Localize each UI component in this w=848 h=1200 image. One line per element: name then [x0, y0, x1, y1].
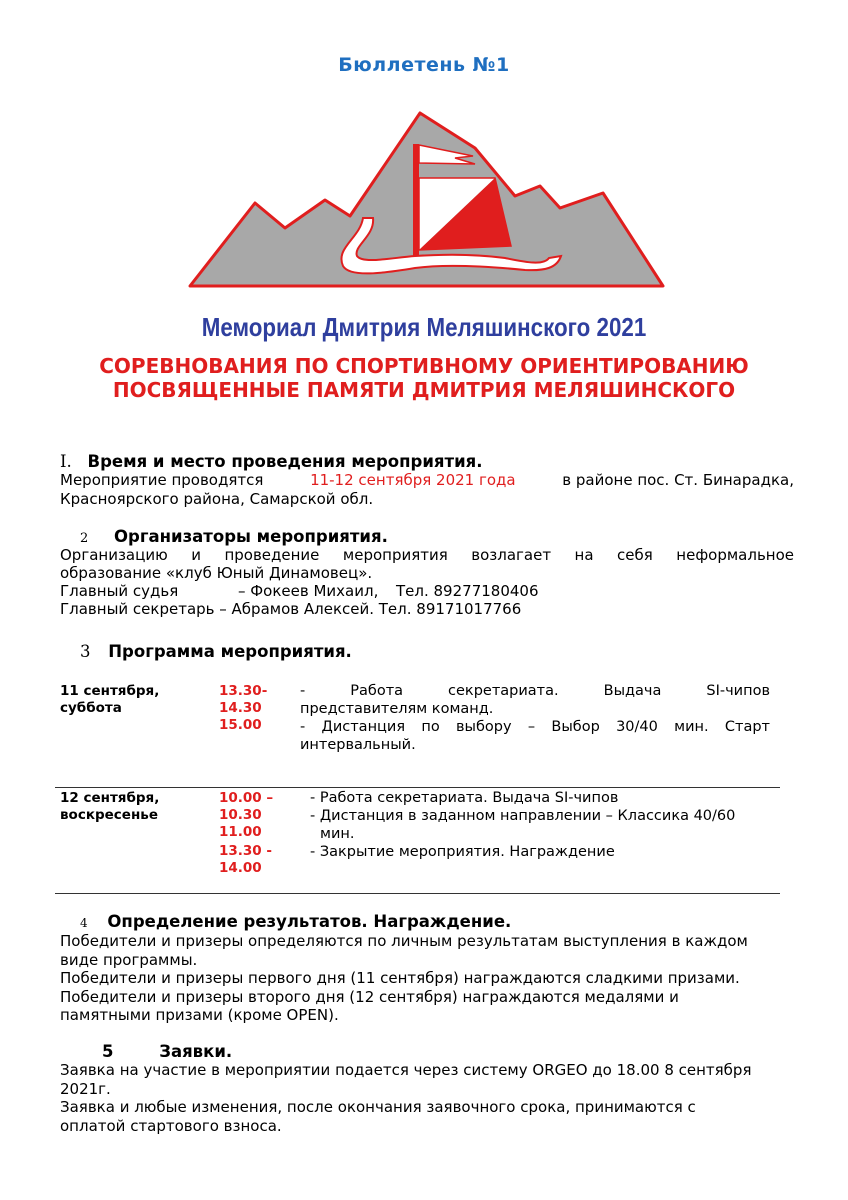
section2-line2: образование «клуб Юный Динамовец». — [60, 564, 373, 582]
day2-time1: 10.00 – — [219, 790, 274, 806]
section5-number: 5 — [102, 1042, 114, 1061]
chief-secretary: Главный секретарь – Абрамов Алексей. Тел. 89171017766 — [60, 600, 522, 618]
day2-time3: 11.00 — [219, 824, 262, 840]
day1-date — [60, 683, 159, 717]
section1-heading — [60, 452, 483, 471]
day1-item1a: - Работа секретариата. Выдача SI-чипов — [300, 683, 770, 699]
day1-item1b: представителям команд. — [300, 701, 494, 717]
day2-time5: 14.00 — [219, 860, 262, 876]
day2-program — [310, 789, 770, 861]
memorial-title: Мемориал Дмитрия Меляшинского 2021 — [201, 312, 647, 342]
section1-line2: Красноярского района, Самарской обл. — [60, 490, 374, 508]
section2-number: 2 — [80, 531, 89, 546]
day2-time2: 10.30 — [219, 807, 262, 823]
day2-times — [219, 790, 273, 877]
section1-post: в районе пос. Ст. Бинарадка, — [562, 471, 794, 489]
section4-line1: Победители и призеры определяются по личным результатам выступления в каждом — [60, 932, 748, 950]
section5-line4: оплатой стартового взноса. — [60, 1116, 282, 1135]
table-bottom-border — [55, 893, 780, 894]
section5-heading — [60, 1042, 232, 1061]
section3-title: Программа мероприятия. — [108, 642, 352, 661]
section1-title: Время и место проведения мероприятия. — [87, 452, 483, 471]
section1-pre: Мероприятие проводятся — [60, 471, 264, 489]
section4-heading — [60, 912, 511, 931]
event-dates: 11-12 сентября 2021 года — [310, 471, 516, 489]
section5-line2: 2021г. — [60, 1079, 111, 1098]
bulletin-title: Бюллетень №1 — [338, 54, 510, 76]
section1-line1 — [60, 471, 794, 490]
flag-pole — [413, 144, 419, 256]
chief-judge-name: – Фокеев Михаил, — [238, 582, 379, 600]
section4-line3: Победители и призеры первого дня (11 сентября) награждаются сладкими призами. — [60, 969, 740, 987]
day1-time3: 15.00 — [219, 717, 262, 733]
section4-line2: виде программы. — [60, 950, 198, 969]
mountain-flag-logo — [185, 108, 670, 298]
section2-line1: Организацию и проведение мероприятия возлагает на себя неформальное — [60, 546, 794, 564]
section5-line3: Заявка и любые изменения, после окончания заявочного срока, принимаются с — [60, 1098, 696, 1116]
day1-item2b: интервальный. — [300, 737, 416, 753]
day1-times — [219, 683, 267, 734]
section1-number: I. — [60, 452, 72, 471]
day2-item3: - Закрытие мероприятия. Награждение — [310, 844, 615, 860]
section4-body — [60, 932, 748, 1025]
day2-date-line1: 12 сентября, — [60, 790, 160, 806]
day1-item2a: - Дистанция по выбору – Выбор 30/40 мин. Старт — [300, 719, 770, 735]
section3-heading — [60, 642, 352, 661]
section4-line5: памятными призами (кроме OPEN). — [60, 1006, 339, 1024]
section2-heading — [60, 527, 388, 546]
day2-item1: - Работа секретариата. Выдача SI-чипов — [310, 790, 619, 806]
section4-line4: Победители и призеры второго дня (12 сентября) награждаются медалями и — [60, 987, 679, 1006]
section4-number: 4 — [80, 916, 88, 930]
section5-body — [60, 1061, 751, 1135]
section3-number: 3 — [80, 642, 91, 661]
day2-date-line2: воскресенье — [60, 807, 158, 823]
section5-title: Заявки. — [159, 1042, 233, 1061]
chief-judge-role: Главный судья — [60, 582, 179, 600]
day1-date-line2: суббота — [60, 700, 122, 716]
section4-title: Определение результатов. Награждение. — [107, 912, 512, 931]
section5-line1: Заявка на участие в мероприятии подается через систему ORGEO до 18.00 8 сентября — [60, 1061, 752, 1079]
day1-program — [300, 682, 770, 754]
table-divider — [55, 787, 780, 788]
day1-time2: 14.30 — [219, 700, 262, 716]
day2-date — [60, 790, 159, 824]
competition-title-line2: ПОСВЯЩЕННЫЕ ПАМЯТИ ДМИТРИЯ МЕЛЯШИНСКОГО — [112, 378, 736, 402]
day2-item2a: - Дистанция в заданном направлении – Классика 40/60 — [310, 808, 736, 824]
chief-judge-tel: Тел. 89277180406 — [396, 582, 539, 600]
day1-time1: 13.30- — [219, 683, 268, 699]
day2-item2b: мин. — [320, 826, 355, 842]
section2-title: Организаторы мероприятия. — [114, 527, 388, 546]
day2-time4: 13.30 - — [219, 843, 273, 859]
day1-date-line1: 11 сентября, — [60, 683, 160, 699]
competition-title-line1: СОРЕВНОВАНИЯ ПО СПОРТИВНОМУ ОРИЕНТИРОВАНИЮ — [99, 354, 749, 378]
